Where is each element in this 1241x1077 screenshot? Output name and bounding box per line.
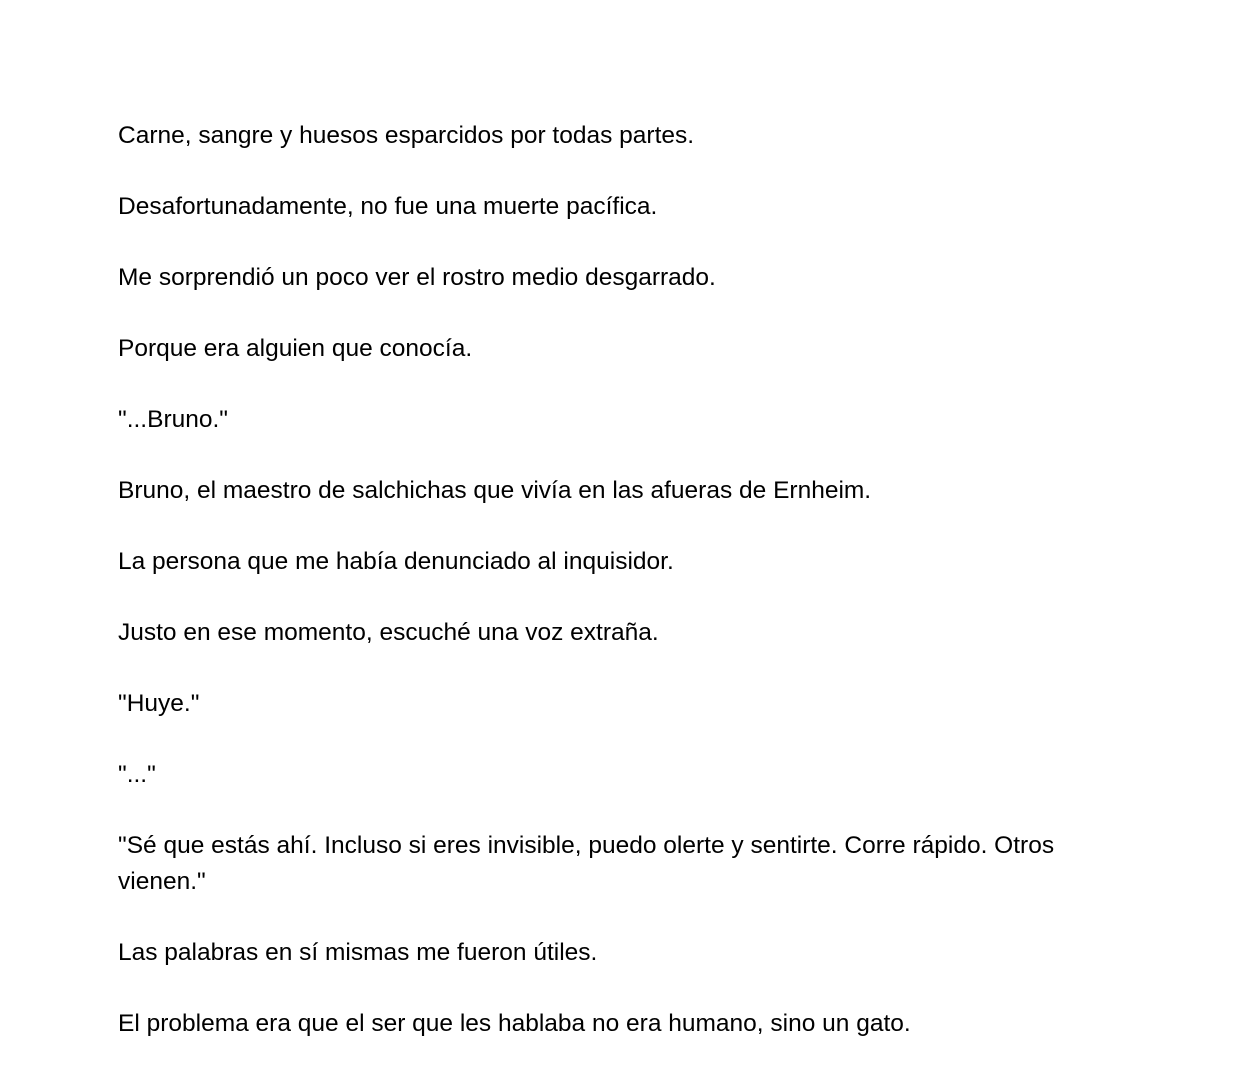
paragraph: La persona que me había denunciado al inquisidor. [118, 548, 674, 575]
paragraph: Bruno, el maestro de salchichas que vivía en las afueras de Ernheim. [118, 477, 872, 504]
paragraph: Desafortunadamente, no fue una muerte pacífica. [118, 193, 658, 220]
paragraph: "..." [118, 761, 156, 788]
paragraph: Carne, sangre y huesos esparcidos por todas partes. [118, 122, 695, 149]
paragraph: "Huye." [118, 690, 200, 717]
paragraph: "...Bruno." [118, 406, 228, 433]
paragraph: El problema era que el ser que les hablaba no era humano, sino un gato. [118, 1010, 911, 1037]
document-body [118, 118, 1138, 1077]
paragraph: "Sé que estás ahí. Incluso si eres invisible, puedo olerte y sentirte. Corre rápido. Otros vienen." [118, 832, 1055, 895]
paragraph: Me sorprendió un poco ver el rostro medio desgarrado. [118, 264, 716, 291]
paragraph: Las palabras en sí mismas me fueron útiles. [118, 939, 598, 966]
paragraph: Porque era alguien que conocía. [118, 335, 473, 362]
paragraph: Justo en ese momento, escuché una voz extraña. [118, 619, 659, 646]
